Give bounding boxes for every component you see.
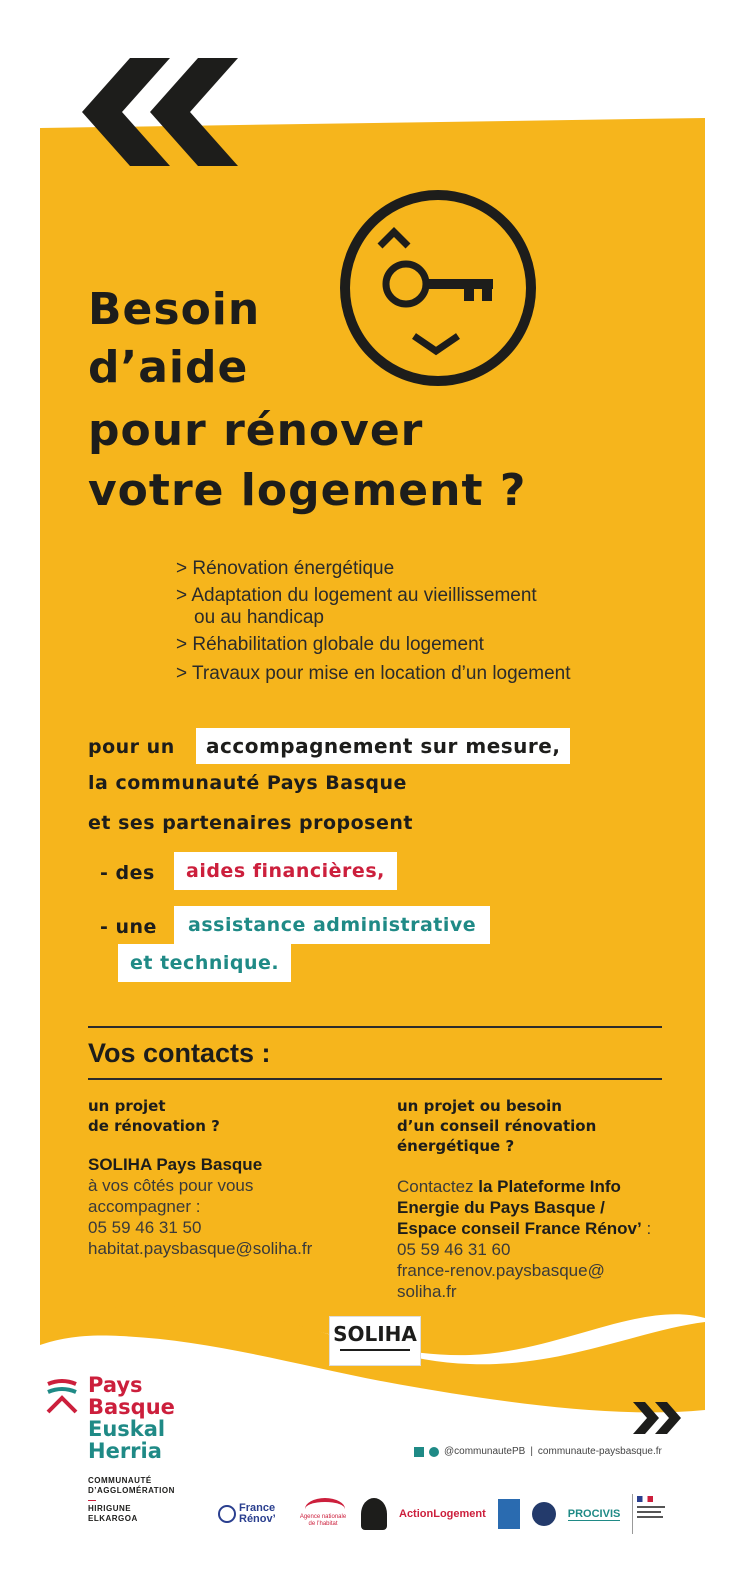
contact-left-email[interactable]: habitat.paysbasque@soliha.fr xyxy=(88,1239,313,1258)
brand-line-4: Herria xyxy=(88,1439,162,1463)
partner-logos xyxy=(218,1490,708,1538)
brand-sub-2: D’AGGLOMÉRATION xyxy=(88,1486,175,1495)
contact-left xyxy=(88,1096,378,1259)
key-circle-icon xyxy=(336,186,540,390)
services-list xyxy=(176,556,570,690)
double-chevron-right-icon xyxy=(633,1402,683,1434)
contact-right-org-3: Espace conseil France Rénov’ xyxy=(397,1219,642,1238)
list-item: > Réhabilitation globale du logement xyxy=(176,634,484,655)
brand-sub-1: COMMUNAUTÉ xyxy=(88,1476,152,1485)
brand-line-2: Basque xyxy=(88,1395,175,1419)
twitter-icon[interactable] xyxy=(429,1447,439,1457)
offer-des: - des xyxy=(100,862,155,884)
contact-left-org: SOLIHA Pays Basque xyxy=(88,1155,263,1174)
contact-right xyxy=(397,1096,707,1302)
france-renov-logo: France Rénov’ xyxy=(218,1503,285,1525)
social-handle[interactable]: @communautePB xyxy=(444,1446,526,1457)
brand-sub-3: HIRIGUNE xyxy=(88,1504,132,1513)
offer-assistance-1: assistance administrative xyxy=(174,906,490,944)
facebook-icon[interactable] xyxy=(414,1447,424,1457)
ministere-logo xyxy=(632,1494,669,1534)
seal-logo xyxy=(361,1498,387,1530)
brand-name xyxy=(88,1374,175,1462)
offer-une: - une xyxy=(100,916,157,938)
pays-basque-logo-icon xyxy=(44,1378,80,1418)
website-link[interactable]: communaute-paysbasque.fr xyxy=(537,1446,662,1457)
headline-line-2: d’aide xyxy=(88,342,249,393)
anah-logo: Agence nationale de l’habitat xyxy=(297,1496,349,1532)
offer-assistance-2: et technique. xyxy=(118,944,291,982)
contact-right-heading-1: un projet ou besoin xyxy=(397,1097,562,1115)
procivis-logo: PROCIVIS xyxy=(567,1507,621,1520)
list-item: > Rénovation énergétique xyxy=(176,558,395,579)
brand-sub-4: ELKARGOA xyxy=(88,1514,138,1523)
brand-line-1: Pays xyxy=(88,1373,143,1397)
social-links xyxy=(414,1446,662,1457)
brand-subtitle xyxy=(88,1476,175,1524)
contact-right-email-2[interactable]: soliha.fr xyxy=(397,1282,457,1301)
list-item: > Travaux pour mise en location d’un logement xyxy=(176,663,571,684)
contact-left-desc-1: à vos côtés pour vous xyxy=(88,1176,254,1195)
action-logement-logo: ActionLogement xyxy=(399,1508,486,1520)
round-emblem-logo xyxy=(532,1502,556,1526)
offer-aides: aides financières, xyxy=(174,852,397,890)
contacts-title: Vos contacts : xyxy=(88,1038,271,1068)
headline-line-4: votre logement ? xyxy=(88,465,527,516)
contact-right-org-1: la Plateforme Info xyxy=(478,1177,621,1196)
headline-line-1: Besoin xyxy=(88,284,261,335)
divider xyxy=(88,1078,662,1080)
offer-pour-un: pour un xyxy=(88,736,175,758)
contact-left-heading-2: de rénovation ? xyxy=(88,1117,220,1135)
contact-right-intro: Contactez xyxy=(397,1177,479,1196)
contact-right-email-1[interactable]: france-renov.paysbasque@ xyxy=(397,1261,605,1280)
soliha-logo-text: SOLIHA xyxy=(333,1322,417,1346)
contact-left-heading-1: un projet xyxy=(88,1097,166,1115)
contact-right-heading-3: énergétique ? xyxy=(397,1137,515,1155)
contact-right-org-2: Energie du Pays Basque / xyxy=(397,1198,605,1217)
list-item: > Adaptation du logement au vieillissement xyxy=(176,585,537,606)
brand-line-3: Euskal xyxy=(88,1417,166,1441)
contact-right-phone[interactable]: 05 59 46 31 60 xyxy=(397,1240,511,1259)
contact-left-desc-2: accompagner : xyxy=(88,1197,201,1216)
double-chevron-left-icon xyxy=(80,58,240,166)
caisse-logo xyxy=(498,1499,520,1529)
offer-line-3: et ses partenaires proposent xyxy=(88,812,413,834)
soliha-logo xyxy=(329,1316,421,1366)
headline-line-3: pour rénover xyxy=(88,405,424,456)
offer-accompagnement: accompagnement sur mesure, xyxy=(196,728,570,764)
divider xyxy=(88,1026,662,1028)
contact-right-colon: : xyxy=(641,1219,652,1238)
contact-right-heading-2: d’un conseil rénovation xyxy=(397,1117,597,1135)
separator: | xyxy=(530,1446,533,1457)
list-item: ou au handicap xyxy=(194,607,324,628)
offer-line-2: la communauté Pays Basque xyxy=(88,772,407,794)
contact-left-phone[interactable]: 05 59 46 31 50 xyxy=(88,1218,202,1237)
